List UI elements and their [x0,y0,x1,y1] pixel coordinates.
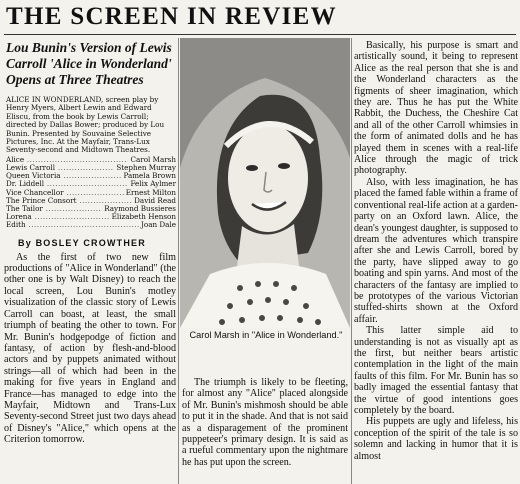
cast-actor: Raymond Bussieres [104,204,176,214]
cast-row [6,221,176,229]
cast-role: Dr. Liddell ..... [6,180,128,188]
column-divider [351,38,352,484]
review-paragraph: Also, with less imagination, he has placed the famed fable within a frame of conventional real-life action at a garden-party on an Oxford lawn. Alice, the dean's youngest daughter, is supposed to dream the adventures which transpire after she and Lewis Carroll, bored by the party, have slipped away to go boating and spin yarns. And most of the characters of the fantasy are implied to be prototypes of the various Victorian stuffed-shirts shown at the Oxford affair. [354,176,518,325]
cast-actor: Carol Marsh [130,154,176,164]
review-paragraph: This latter simple aid to understanding is not as visually apt as the first, but neither bears artistic contemplation in the light of the main faults of this film. For Mr. Bunin has so badly imaged the essential fantasy that the virtue of good intentions goes completely by the board. [354,325,518,416]
cast-actor: David Read [134,195,176,205]
cast-actor: Pamela Brown [123,171,176,181]
cast-role: Alice ..... [6,156,128,164]
portrait-illustration [180,38,350,328]
byline: By BOSLEY CROWTHER [18,237,146,248]
cast-role: The Prince Consort ..... [6,197,132,205]
review-column-2 [182,377,348,468]
cast-role: Vice Chancellor ..... [6,189,124,197]
review-headline: Lou Bunin's Version of Lewis Carroll 'Alice in Wonderland' Opens at Three Theatres [6,40,172,87]
cast-actor: Ernest Milton [125,187,176,197]
cast-actor: Joan Dale [140,220,176,230]
cast-actor: Felix Aylmer [130,179,176,189]
cast-role: The Tailor ..... [6,205,102,213]
review-paragraph: His puppets are ugly and lifeless, his conception of the spirit of the tale is so solemn and lacking in humor that it is almost [354,416,518,462]
review-paragraph: As the first of two new film productions of "Alice in Wonderland" (the other one is by Walt Disney) to reach the local screen, Lou Bunin's motley visualization of the classic story of Lewis Carroll can boast, at least, the small triumph of beating the other to town. For Mr. Bunin's hodgepodge of fiction and fantasy, of action by flesh-and-blood actors and by puppets animated without strings—all of which had been in the making for five years in England and France—has managed to edge into the Mayfair, Midtown and Trans-Lux Seventy-second Street just two days ahead of Disney's "Alice," which opens at the Criterion tomorrow. [4,251,176,446]
cast-role: Queen Victoria ..... [6,172,121,180]
cast-list [6,156,176,230]
review-paragraph: The triumph is likely to be fleeting, for almost any "Alice" placed alongside of Mr. Bunin's mishmosh should be able to put it in the shade. And that is not said as a disparagement of the prominent puppeteer's primary design. It is said as a rueful commentary upon the nightmare he has put upon the screen. [182,377,348,468]
cast-role: Lewis Carroll ..... [6,164,114,172]
cast-role: Edith ..... [6,221,139,229]
cast-actor: Elizabeth Henson [111,212,176,222]
film-credits: ALICE IN WONDERLAND, screen play by Henry Myers, Albert Lewin and Edward Eliscu, from the book by Lewis Carroll; directed by Dallas Bower; produced by Lou Bunin. Presented by Souvaine Selective Pictures, Inc. At the Mayfair, Trans-Lux Seventy-second and Midtown Theatres. [6,95,165,155]
cast-actor: Stephen Murray [116,163,176,173]
photo-caption: Carol Marsh in "Alice in Wonderland." [189,330,343,340]
carol-marsh-photo [180,38,350,328]
photo-block [180,38,350,374]
review-column-3 [354,40,518,462]
masthead: THE SCREEN IN REVIEW [6,3,337,30]
review-paragraph: Basically, his purpose is smart and artistically sound, it being to represent Alice as the real person that she is and the Wonderland characters as the figments of sheer imagination, which they are. Thus he has put the White Rabbit, the Duchess, the Cheshire Cat and all of the other Carroll whimsies in the form of animated dolls and he has played them in scenes with a real-life Alice through the magic of trick photography. [354,40,518,177]
column-divider [178,38,179,484]
review-column-1 [4,40,176,446]
cast-role: Lorena ..... [6,213,110,221]
masthead-rule [4,34,516,35]
